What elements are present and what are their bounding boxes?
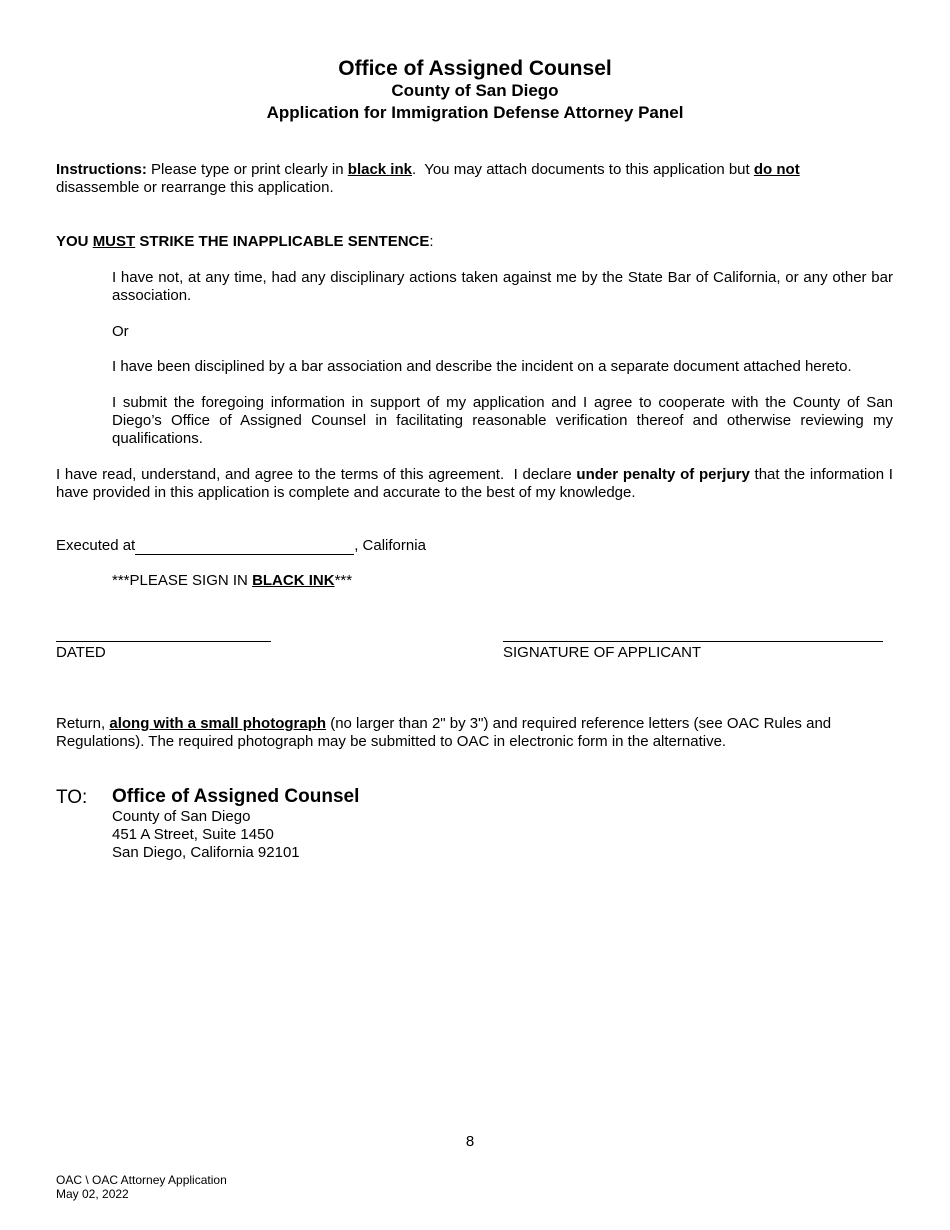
perjury-emphasis: under penalty of perjury: [576, 466, 750, 483]
executed-suffix: , California: [354, 537, 426, 554]
executed-prefix: Executed at: [56, 537, 136, 554]
instructions-text: disassemble or rearrange this application.: [56, 179, 334, 196]
location-blank-field[interactable]: [135, 540, 354, 555]
signature-label: SIGNATURE OF APPLICANT: [503, 644, 702, 661]
to-label: TO:: [56, 787, 88, 808]
black-ink-sign-emphasis: BLACK INK: [252, 572, 335, 589]
address-line: 451 A Street, Suite 1450: [112, 826, 274, 843]
return-note-text: (no larger than 2" by 3") and required reference letters (see OAC Rules and Regulations). The required photograph may be submitted to OAC in electronic form in the alternative.: [56, 715, 832, 750]
must-emphasis: MUST: [92, 233, 136, 250]
black-ink-emphasis: black ink: [347, 161, 412, 178]
form-name: Application for Immigration Defense Attorney Panel: [266, 103, 684, 122]
dated-label: DATED: [56, 644, 106, 661]
instructions-paragraph: [56, 161, 893, 197]
strike-heading-text: STRIKE THE INAPPLICABLE SENTENCE: [135, 233, 430, 250]
executed-at-line: [56, 537, 426, 555]
statement-disciplined: I have been disciplined by a bar association and describe the incident on a separate document attached hereto.: [112, 358, 852, 375]
page-title: Office of Assigned Counsel: [338, 57, 612, 80]
applicant-signature-line[interactable]: [503, 641, 883, 642]
strike-heading: [56, 233, 893, 251]
instructions-label: Instructions:: [56, 161, 147, 178]
declaration-text: that the information I have provided in this application is complete and accurate to the best of my knowledge.: [56, 466, 893, 501]
statement-no-discipline: I have not, at any time, had any disciplinary actions taken against me by the State Bar of California, or any other bar association.: [112, 269, 893, 304]
strike-heading-text: YOU: [56, 233, 93, 250]
page-subtitle: County of San Diego: [391, 81, 559, 100]
declaration-paragraph: [56, 466, 893, 502]
address-line: San Diego, California 92101: [112, 844, 300, 861]
date-signature-line[interactable]: [56, 641, 271, 642]
footer-date: May 02, 2022: [56, 1187, 129, 1201]
strike-heading-colon: :: [429, 233, 434, 250]
sign-note-text: ***: [334, 572, 353, 589]
sign-note-text: ***PLEASE SIGN IN: [112, 572, 253, 589]
statement-or: Or: [112, 323, 129, 340]
statement-cooperation: I submit the foregoing information in support of my application and I agree to cooperate with the County of San Diego’s Office of Assigned Counsel in facilitating reasonable verification thereof and otherwise reviewing my qualifications.: [112, 394, 893, 447]
photograph-emphasis: along with a small photograph: [109, 715, 327, 732]
address-line: County of San Diego: [112, 808, 251, 825]
return-note-text: Return,: [56, 715, 110, 732]
footer-doc-path: OAC \ OAC Attorney Application: [56, 1173, 227, 1187]
do-not-emphasis: do not: [753, 161, 800, 178]
address-org: Office of Assigned Counsel: [112, 786, 360, 807]
instructions-text: Please type or print clearly in: [146, 161, 348, 178]
return-note: [56, 715, 893, 751]
page-number: 8: [465, 1133, 475, 1150]
declaration-text: I have read, understand, and agree to the terms of this agreement. I declare: [56, 466, 577, 483]
sign-note: [112, 572, 352, 590]
instructions-text: . You may attach documents to this application but: [411, 161, 754, 178]
